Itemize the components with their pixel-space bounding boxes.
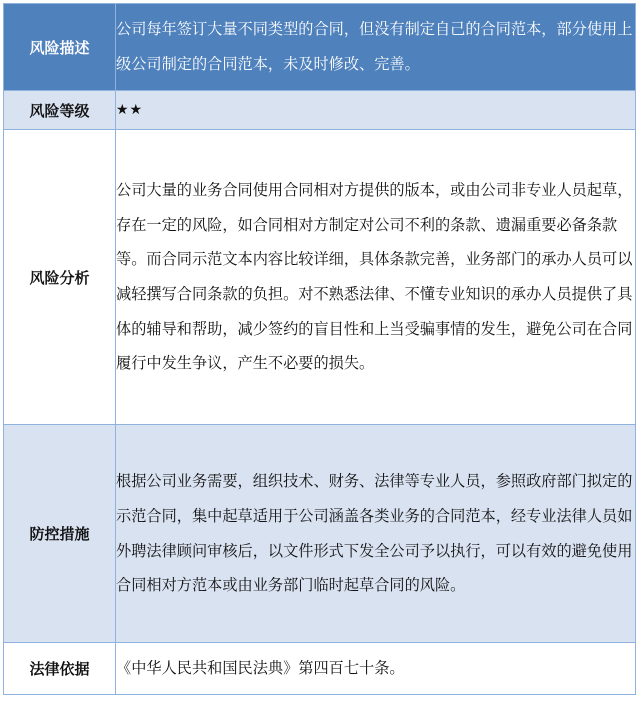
row-content: 《中华人民共和国民法典》第四百七十条。 bbox=[116, 643, 636, 695]
row-content: 根据公司业务需要，组织技术、财务、法律等专业人员，参照政府部门拟定的示范合同，集中起草适用于公司涵盖各类业务的合同范本，经专业法律人员如外聘法律顾问审核后，以文件形式下发全公司予以执行，可以有效的避免使用合同相对方范本或由业务部门临时起草合同的风险。 bbox=[116, 425, 636, 643]
row-label: 风险描述 bbox=[4, 4, 116, 91]
row-label: 风险等级 bbox=[4, 91, 116, 130]
row-content: 公司每年签订大量不同类型的合同，但没有制定自己的合同范本，部分使用上级公司制定的合同范本，未及时修改、完善。 bbox=[116, 4, 636, 91]
row-label: 法律依据 bbox=[4, 643, 116, 695]
row-label: 防控措施 bbox=[4, 425, 116, 643]
row-control-measures bbox=[4, 425, 636, 643]
row-label: 风险分析 bbox=[4, 130, 116, 425]
risk-table bbox=[3, 3, 636, 695]
row-risk-level bbox=[4, 91, 636, 130]
row-risk-description bbox=[4, 4, 636, 91]
row-legal-basis bbox=[4, 643, 636, 695]
row-risk-analysis bbox=[4, 130, 636, 425]
star-rating: ★★ bbox=[116, 102, 144, 119]
row-content: 公司大量的业务合同使用合同相对方提供的版本，或由公司非专业人员起草，存在一定的风险，如合同相对方制定对公司不利的条款、遗漏重要必备条款等。而合同示范文本内容比较详细，具体条款完善，业务部门的承办人员可以减轻撰写合同条款的负担。对不熟悉法律、不懂专业知识的承办人员提供了具体的辅导和帮助，减少签约的盲目性和上当受骗事情的发生，避免公司在合同履行中发生争议，产生不必要的损失。 bbox=[116, 130, 636, 425]
